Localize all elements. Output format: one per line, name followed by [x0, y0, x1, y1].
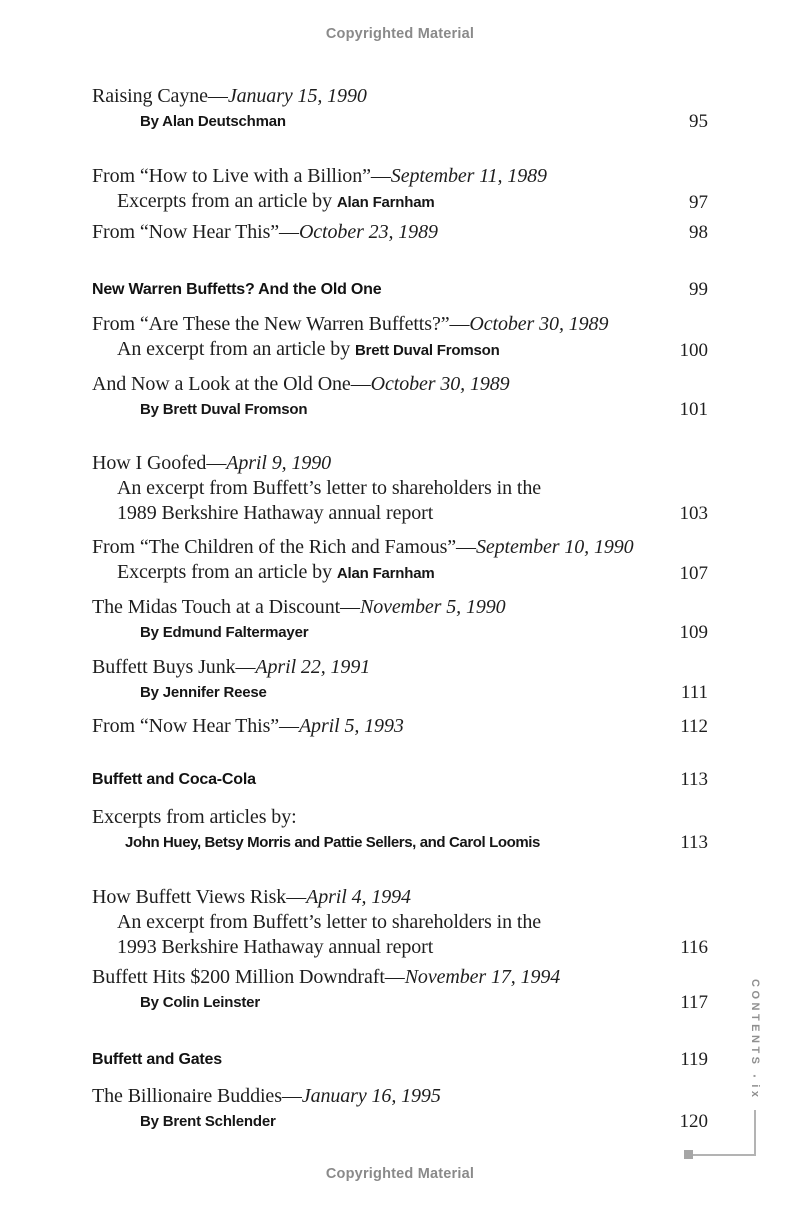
entry-title: From “Now Hear This”—	[92, 715, 299, 737]
subline-text: An excerpt from Buffett’s letter to shareholders in the	[117, 911, 542, 933]
entry-title: From “The Children of the Rich and Famous”—	[92, 536, 476, 558]
toc-entry	[92, 372, 708, 422]
entry-title-line	[92, 714, 404, 739]
page-number: 113	[680, 832, 708, 853]
author-name: By Brent Schlender	[140, 1113, 276, 1130]
section-header-row	[92, 277, 708, 302]
entry-title-line	[92, 595, 506, 620]
page-number: 117	[680, 992, 708, 1013]
page-number: 109	[679, 622, 708, 643]
entry-text-block	[92, 767, 256, 792]
page-number: 98	[689, 222, 708, 243]
entry-title: And Now a Look at the Old One—	[92, 373, 371, 395]
entry-text-block	[92, 1084, 441, 1134]
toc-entry	[92, 965, 708, 1015]
toc-entry	[92, 451, 708, 526]
page-number: 116	[680, 937, 708, 958]
corner-rule-square-icon	[684, 1150, 693, 1159]
entry-title: How I Goofed—	[92, 452, 227, 474]
entry-subline	[92, 337, 608, 363]
entry-title: The Billionaire Buddies—	[92, 1085, 302, 1107]
author-name: Alan Farnham	[336, 194, 435, 211]
entry-date: January 16, 1995	[301, 1085, 441, 1107]
subline-text: 1989 Berkshire Hathaway annual report	[117, 502, 434, 524]
toc-entry	[92, 655, 708, 705]
entry-date: November 5, 1990	[359, 596, 506, 618]
entry-date: April 5, 1993	[298, 715, 404, 737]
copyright-watermark-bottom: Copyrighted Material	[325, 1166, 475, 1182]
entry-text-block	[92, 714, 404, 739]
entry-title: From “Are These the New Warren Buffetts?”—	[92, 313, 470, 335]
entry-text-block	[92, 595, 506, 645]
entry-author-line	[92, 109, 367, 134]
page-number: 101	[679, 399, 708, 420]
toc-entry	[92, 220, 708, 245]
entry-date: January 15, 1990	[227, 85, 367, 107]
copyright-watermark-top: Copyrighted Material	[325, 26, 475, 42]
author-name: John Huey, Betsy Morris and Pattie Sellers, and Carol Loomis	[125, 834, 540, 851]
author-name: Brett Duval Fromson	[355, 342, 500, 359]
corner-rule-horizontal	[690, 1154, 756, 1156]
entry-title: How Buffett Views Risk—	[92, 886, 307, 908]
entry-text-block	[92, 805, 540, 855]
entry-text-block	[92, 312, 608, 363]
running-footer-page-roman: ix	[749, 1084, 761, 1101]
page-number: 100	[679, 340, 708, 361]
entry-text-block	[92, 965, 560, 1015]
entry-text-block	[92, 84, 367, 134]
author-name: By Alan Deutschman	[140, 113, 286, 130]
subline-text: 1993 Berkshire Hathaway annual report	[117, 936, 434, 958]
entry-date: April 22, 1991	[255, 656, 371, 678]
toc-entry	[92, 312, 708, 363]
entry-title: Buffett Buys Junk—	[92, 656, 256, 678]
author-name: By Colin Leinster	[140, 994, 260, 1011]
subline-text: An excerpt from an article by	[117, 338, 356, 360]
entry-title: From “Now Hear This”—	[92, 221, 299, 243]
subline-text: Excerpts from an article by	[117, 190, 337, 212]
section-header-label: Buffett and Coca-Cola	[92, 771, 256, 788]
section-header-label: New Warren Buffetts? And the Old One	[92, 281, 382, 298]
section-header-row	[92, 767, 708, 792]
entry-subline	[92, 560, 634, 586]
entry-title: From “How to Live with a Billion”—	[92, 165, 391, 187]
square-bullet-icon: ▪	[750, 1074, 759, 1078]
toc-entry	[92, 885, 708, 960]
entry-title-line	[92, 805, 540, 830]
entry-date: April 9, 1990	[226, 452, 332, 474]
entry-title-line	[92, 451, 541, 476]
entry-date: October 23, 1989	[298, 221, 438, 243]
entry-text-block	[92, 655, 370, 705]
page-number: 107	[679, 563, 708, 584]
entry-text-block	[92, 277, 381, 302]
entry-subline	[92, 476, 541, 501]
page-number: 111	[680, 682, 708, 703]
toc-entry	[92, 805, 708, 855]
entry-date: October 30, 1989	[370, 373, 510, 395]
entry-title-line	[92, 220, 438, 245]
author-name: By Brett Duval Fromson	[140, 401, 308, 418]
toc-entry	[92, 535, 708, 586]
corner-rule-vertical	[754, 1110, 756, 1156]
entry-author-line	[92, 1109, 441, 1134]
running-footer-book-label: CONTENTS	[749, 979, 761, 1068]
toc-entry	[92, 164, 708, 215]
subline-text: An excerpt from Buffett’s letter to shareholders in the	[117, 477, 542, 499]
entry-author-line	[92, 397, 510, 422]
entry-title-line	[92, 372, 510, 397]
toc-entry	[92, 595, 708, 645]
entry-authors-line	[92, 830, 540, 855]
entry-text-block	[92, 451, 541, 526]
entry-title-line	[92, 885, 541, 910]
entry-text-block	[92, 885, 541, 960]
entry-title: The Midas Touch at a Discount—	[92, 596, 360, 618]
author-name: Alan Farnham	[336, 565, 435, 582]
entry-author-line	[92, 990, 560, 1015]
running-footer-vertical	[749, 979, 761, 1101]
entry-title: Buffett Hits $200 Million Downdraft—	[92, 966, 405, 988]
page-number: 99	[689, 279, 708, 300]
entry-title-line	[92, 312, 608, 337]
entry-title-line	[92, 965, 560, 990]
entry-subline	[92, 910, 541, 935]
entry-title-line	[92, 164, 547, 189]
entry-title: Excerpts from articles by:	[92, 806, 297, 828]
toc-entry	[92, 714, 708, 739]
entry-date: November 17, 1994	[404, 966, 561, 988]
page-number: 95	[689, 111, 708, 132]
page-number: 97	[689, 192, 708, 213]
section-header-row	[92, 1047, 708, 1072]
entry-text-block	[92, 1047, 222, 1072]
entry-author-line	[92, 680, 370, 705]
entry-text-block	[92, 535, 634, 586]
page-number: 119	[680, 1049, 708, 1070]
page-number: 113	[680, 769, 708, 790]
entry-title-line	[92, 1084, 441, 1109]
entry-title: Raising Cayne—	[92, 85, 228, 107]
toc-entry	[92, 84, 708, 134]
author-name: By Jennifer Reese	[140, 684, 267, 701]
entry-date: September 11, 1989	[390, 165, 547, 187]
entry-author-line	[92, 620, 506, 645]
page-number: 103	[679, 503, 708, 524]
entry-date: September 10, 1990	[475, 536, 634, 558]
entry-text-block	[92, 372, 510, 422]
entry-subline	[92, 501, 541, 526]
entry-title-line	[92, 535, 634, 560]
page-number: 120	[679, 1111, 708, 1132]
toc-entry	[92, 1084, 708, 1134]
entry-subline	[92, 935, 541, 960]
entry-date: October 30, 1989	[469, 313, 609, 335]
entry-text-block	[92, 164, 547, 215]
page-number: 112	[680, 716, 708, 737]
entry-title-line	[92, 655, 370, 680]
subline-text: Excerpts from an article by	[117, 561, 337, 583]
entry-text-block	[92, 220, 438, 245]
author-name: By Edmund Faltermayer	[140, 624, 309, 641]
entry-date: April 4, 1994	[306, 886, 411, 908]
entry-title-line	[92, 84, 367, 109]
entry-subline	[92, 189, 547, 215]
section-header-label: Buffett and Gates	[92, 1051, 222, 1068]
